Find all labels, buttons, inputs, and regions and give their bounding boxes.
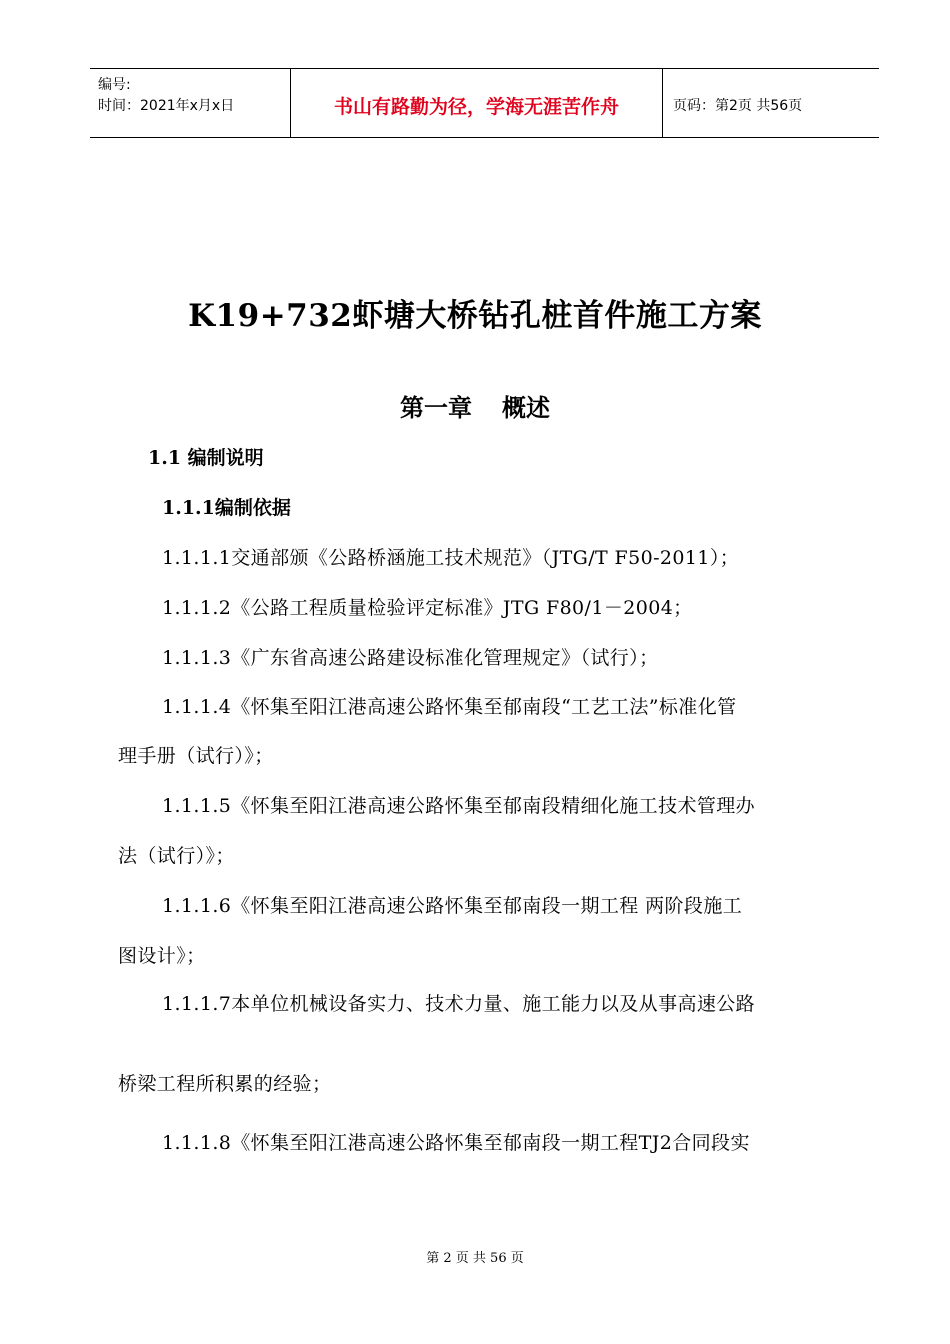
- chapter-number: 第一章: [400, 393, 472, 422]
- header-motto: 书山有路勤为径，学海无涯苦作舟: [290, 69, 663, 137]
- item-1-1-1-1: 1.1.1.1交通部颁《公路桥涵施工技术规范》（JTG/T F50-2011）；: [162, 547, 740, 569]
- item-1-1-1-3: 1.1.1.3《广东省高速公路建设标准化管理规定》（试行）；: [162, 647, 659, 669]
- header-page-info: 页码：第2页 共56页: [673, 98, 803, 114]
- header-table: [90, 68, 879, 138]
- number-label: 编号:: [98, 77, 131, 93]
- item-1-1-1-5-line1: 1.1.1.5《怀集至阳江港高速公路怀集至郁南段精细化施工技术管理办: [162, 795, 756, 817]
- item-1-1-1-2: 1.1.1.2《公路工程质量检验评定标准》JTG F80/1－2004；: [162, 597, 693, 619]
- time-label: 时间：2021年x月x日: [98, 98, 235, 114]
- item-1-1-1-4-line1: 1.1.1.4《怀集至阳江港高速公路怀集至郁南段“工艺工法”标准化管: [162, 696, 737, 718]
- chapter-heading: [0, 388, 950, 423]
- chapter-name: 概述: [502, 393, 550, 422]
- item-1-1-1-6-line2: 图设计》；: [118, 945, 206, 967]
- item-1-1-1-4-line2: 理手册（试行）》；: [118, 745, 274, 767]
- item-1-1-1-8-line1: 1.1.1.8《怀集至阳江港高速公路怀集至郁南段一期工程TJ2合同段实: [162, 1132, 750, 1154]
- section-1-1: 1.1 编制说明: [148, 447, 264, 469]
- item-1-1-1-5-line2: 法（试行）》；: [118, 845, 235, 867]
- item-1-1-1-7-line2: 桥梁工程所积累的经验；: [118, 1073, 332, 1095]
- header-meta: [90, 69, 290, 137]
- item-1-1-1-7-line1: 1.1.1.7本单位机械设备实力、技术力量、施工能力以及从事高速公路: [162, 993, 756, 1015]
- item-1-1-1-6-line1: 1.1.1.6《怀集至阳江港高速公路怀集至郁南段一期工程 两阶段施工: [162, 895, 743, 917]
- section-1-1-1: 1.1.1编制依据: [162, 497, 291, 519]
- document-title: K19+732虾塘大桥钻孔桩首件施工方案: [188, 298, 762, 334]
- page-footer: 第 2 页 共 56 页: [426, 1251, 524, 1266]
